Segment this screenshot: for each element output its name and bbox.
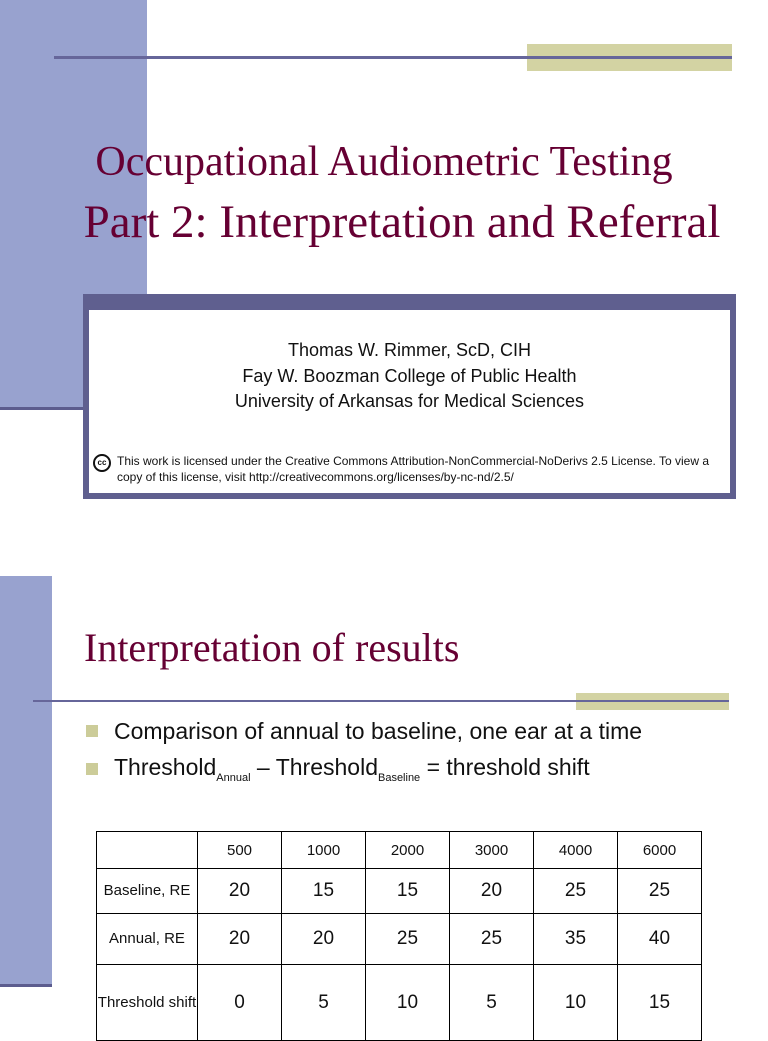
author-name: Thomas W. Rimmer, ScD, CIH <box>287 340 532 360</box>
table-header-cell: 6000 <box>618 832 702 869</box>
license-notice <box>93 453 719 485</box>
table-cell: 20 <box>282 914 366 965</box>
bullet-square-icon <box>86 725 98 737</box>
table-header-cell: 500 <box>198 832 282 869</box>
formula-term: – Threshold <box>250 754 378 780</box>
bullet-text: Comparison of annual to baseline, one ear at a time <box>114 717 643 744</box>
row-label: Annual, RE <box>97 914 198 965</box>
slide2-heading: Interpretation of results <box>84 625 460 670</box>
table-header-cell <box>97 832 198 869</box>
table-cell: 15 <box>366 869 450 914</box>
bullet-square-icon <box>86 763 98 775</box>
formula-result: = threshold shift <box>420 754 590 780</box>
author-box <box>83 294 736 499</box>
table-row <box>97 869 702 914</box>
slide1-title-line2: Part 2: Interpretation and Referral <box>83 196 721 248</box>
table-cell: 25 <box>618 869 702 914</box>
row-label: Baseline, RE <box>97 869 198 914</box>
table-cell: 20 <box>198 869 282 914</box>
table-cell: 25 <box>366 914 450 965</box>
table-header-cell: 2000 <box>366 832 450 869</box>
slide1-title-line1: Occupational Audiometric Testing <box>95 139 673 185</box>
table-header-cell: 4000 <box>534 832 618 869</box>
table-cell: 5 <box>450 965 534 1041</box>
table-header-cell: 1000 <box>282 832 366 869</box>
table-cell: 10 <box>534 965 618 1041</box>
bullet-item <box>86 750 746 788</box>
slide2-side-bar-edge <box>0 984 52 987</box>
threshold-table <box>96 831 702 1041</box>
slide1-side-bar-edge <box>0 407 83 410</box>
table-cell: 20 <box>198 914 282 965</box>
author-box-content <box>89 310 730 493</box>
slide2-accent-rule <box>576 700 729 702</box>
creative-commons-icon: cc <box>93 454 111 472</box>
slide2-side-bar <box>0 576 52 984</box>
slide1-accent-rule <box>527 56 732 59</box>
author-college: Fay W. Boozman College of Public Health <box>242 365 577 386</box>
table-cell: 35 <box>534 914 618 965</box>
table-header-cell: 3000 <box>450 832 534 869</box>
formula-subscript: Annual <box>216 772 251 784</box>
table-cell: 0 <box>198 965 282 1041</box>
license-text: This work is licensed under the Creative Commons Attribution-NonCommercial-NoDerivs 2.5 License. To view a copy of this license, visit http://creativecommons.org/licenses/by-nc-nd/2.5/ <box>117 454 710 484</box>
bullet-item <box>86 712 746 750</box>
formula-term: Threshold <box>114 754 217 780</box>
table-cell: 10 <box>366 965 450 1041</box>
table-cell: 15 <box>282 869 366 914</box>
bullet-text <box>114 754 590 784</box>
table-cell: 20 <box>450 869 534 914</box>
table-cell: 40 <box>618 914 702 965</box>
table-cell: 25 <box>450 914 534 965</box>
row-label: Threshold shift <box>97 965 198 1041</box>
table-row <box>97 914 702 965</box>
table-header-row <box>97 832 702 869</box>
table-cell: 25 <box>534 869 618 914</box>
table-cell: 5 <box>282 965 366 1041</box>
formula-subscript: Baseline <box>377 772 421 784</box>
author-university: University of Arkansas for Medical Sciences <box>234 391 585 411</box>
table-row <box>97 965 702 1041</box>
table-cell: 15 <box>618 965 702 1041</box>
bullet-list <box>86 712 746 788</box>
